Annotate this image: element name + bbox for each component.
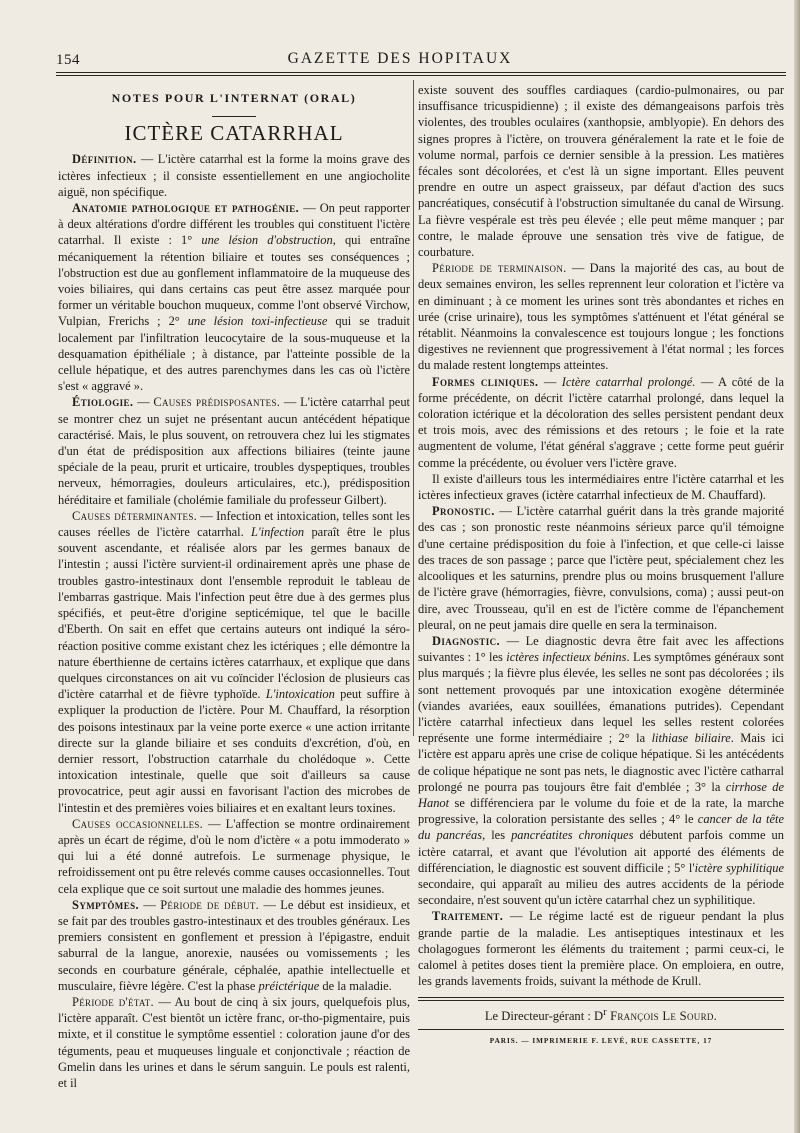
title-separator: [212, 116, 256, 117]
paragraph-pronostic: Pronostic. — L'ictère catarrhal guérit dans la très grande majorité des cas ; son pronostic reste néanmoins sérieux parce qu'il témoigne d'une certaine prédisposition du foie à l'infection, et que celle-ci laisse des traces de son passage ; parce que l'ictère peut, spécialement chez les alcooliques et les saturnins, prendre plus ou moins brusquement l'allure de l'ictère grave (hémorragies, fièvre, convulsions, coma) ; aussi peut-on dire, avec Trousseau, qu'il en est de l'ictère comme de l'épanchement pleural, on ne peut jamais dire quelle en sera la terminaison.: [418, 504, 784, 632]
journal-title: GAZETTE DES HOPITAUX: [287, 50, 513, 67]
label-etiologie: Étiologie.: [72, 395, 134, 410]
paragraph-continuation: existe souvent des souffles cardiaques (cardio-pulmonaires, ou par insuffisance tricuspidienne) ; il existe des démangeaisons parfois très violentes, des troubles oculaires (xanthopsie, amblyopie). En dehors des signes propres à l'ictère, on trouvera généralement la rate et le foie de volume normal, parfois ce dernier sensible à la pression. Les matières fécales sont décolorées, et c'est là un signe important. Elles peuvent prendre en outre un aspect graisseux, par défaut d'action des sucs pancréatiques, consécutif à l'obstruction simultanée du canal de Wirsung. La fièvre vespérale est très peu élevée ; elle peut même manquer ; par contre, le malade éprouve une sensation très vive de fatigue, de courbature.: [418, 83, 784, 260]
column-divider: [413, 80, 414, 736]
paragraph-symptomes: Symptômes. — Période de début. — Le début est insidieux, et se fait par des troubles gastro-intestinaux et des troubles généraux. Les premiers consistent en gonflement et pression à l'épigastre, enduit saburral de la langue, anorexie, nausées ou vomissements ; les seconds en courbature générale, céphalée, apathie intellectuelle et musculaire, fièvre légère. C'est la phase préictérique de la maladie.: [58, 897, 410, 993]
label-anatomie: Anatomie pathologique et pathogénie.: [72, 201, 300, 216]
label-pronostic: Pronostic.: [432, 504, 495, 519]
left-column: [58, 82, 410, 1091]
footer-block: [418, 997, 784, 1049]
paragraph-formes-cliniques: Formes cliniques. — Ictère catarrhal prolongé. — A côté de la forme précédente, on décrit l'ictère catarrhal prolongé, dans lequel la coloration ictérique et la décoloration des selles persistent pendant deux et trois mois, avec des rémissions et des retours ; le foie et la rate augmentent de volume, l'état général s'aggrave ; cette forme peut guérir comme la précédente, ou évoluer vers l'ictère grave.: [418, 374, 785, 470]
label-diagnostic: Diagnostic.: [432, 633, 501, 648]
paragraph-periode-etat: Période d'état. — Au bout de cinq à six jours, quelquefois plus, l'ictère apparaît. C'est bientôt un ictère franc, or-tho-pigmentaire, puis mixte, et il constitue le symptôme essentiel : coloration jaune d'or des téguments, peau et muqueuses linguale et conjonctivale ; réaction de Gmelin dans les urines et dans le sérum sanguin. Le pouls est ralenti, et il: [58, 994, 410, 1090]
section-heading: NOTES POUR L'INTERNAT (ORAL): [111, 91, 357, 105]
article-title: ICTÈRE CATARRHAL: [124, 121, 344, 146]
label-formes-cliniques: Formes cliniques.: [432, 374, 539, 389]
paragraph-definition: Définition. — L'ictère catarrhal est la forme la moins grave des ictères infectieux ; il consiste essentiellement en une angiocholite aiguë, non spécifique.: [58, 152, 410, 199]
printer-imprint: PARIS. — IMPRIMERIE F. LEVÉ, RUE CASSETTE, 17: [489, 1036, 713, 1045]
paragraph-intermediaires: Il existe d'ailleurs tous les intermédiaires entre l'ictère catarrhal et les ictères infectieux graves (ictère catarrhal infectieux de M. Chauffard).: [418, 471, 784, 503]
label-definition: Définition.: [72, 152, 137, 167]
page-edge-shadow: [794, 0, 800, 1133]
paragraph-terminaison: Période de terminaison. — Dans la majorité des cas, au bout de deux semaines environ, les selles reprennent leur coloration et l'ictère va en diminuant ; à ce moment les urines sont très abondantes et riches en urée (crise urinaire), tous les symptômes s'atténuent et l'état général se rétablit. Néanmoins la convalescence est toujours longue ; les fonctions digestives ne reviennent que progressivement à l'état normal ; les forces du malade restent longtemps atteintes.: [418, 261, 785, 373]
header-rule: [56, 72, 786, 76]
paragraph-etiologie: Étiologie. — Causes prédisposantes. — L'ictère catarrhal peut se montrer chez un sujet ne présentant aucun antécédent hépatique caractérisé. Mais, le plus souvent, on retrouvera chez lui les stigmates d'un état de prédisposition aux affections biliaires (teinte jaune spéciale de la peau, prurit et urticaire, troubles dyspeptiques, troubles nerveux, hémorragies, douleurs articulaires, etc.), prédisposition héréditaire et familiale (cholémie familiale du professeur Gilbert).: [58, 395, 410, 507]
paragraph-diagnostic: Diagnostic. — Le diagnostic devra être fait avec les affections suivantes : 1° les ictères infectieux bénins. Les symptômes généraux sont plus marqués ; la fièvre plus élevée, les selles ne sont pas décolorées ; ils sont nettement provoqués par une intoxication exogène déterminée (viandes avariées, eaux souillées, émanations putrides). Cependant l'ictère catarrhal infectieux dans lequel les selles restent colorées représente une forme intermédiaire ; 2° la lithiase biliaire. Mais ici l'ictère est apparu après une crise de colique hépatique. Si les antécédents de colique hépatique ne sont pas nets, le diagnostic avec l'ictère catharral prolongé ne pourra pas toujours être fait d'emblée ; 3° la cirrhose de Hanot se différenciera par le volume du foie et de la rate, la marche progressive, la coloration persistante des selles ; 4° le cancer de la tête du pancréas, les pancréatites chroniques débutent parfois comme un ictère catarral, et avant que l'évolution ait apporté des éléments de différenciation, le diagnostic est souvent difficile ; 5° l'ictère syphilitique secondaire, qui apparaît au milieu des autres accidents de la période secondaire, n'est souvent qu'un ictère catarrhal chez un syphilitique.: [418, 633, 785, 908]
director-line: Le Directeur-gérant : $D^r$ François Le Sourd.: [484, 1007, 718, 1024]
label-traitement: Traitement.: [432, 909, 504, 924]
footer-double-rule: [418, 997, 784, 1001]
right-column: [418, 82, 784, 1049]
paragraph-causes-determinantes: Causes déterminantes. — Infection et intoxication, telles sont les causes réelles de l'ictère catarrhal. L'infection paraît être le plus souvent ascendante, et réalisée alors par les germes banaux de l'intestin ; aussi l'ictère survient-il ordinairement après une phase de troubles gastro-intestinaux dont l'ensemble reproduit le tableau de l'embarras gastrique. Mais l'infection peut être due à des germes plus spécifiés, et peut-être d'origine septicémique, tel que le bacille d'Eberth. On sait en effet que certains auteurs ont indiqué la séro-réaction positive comme existant chez les ictériques ; elle démontre la nature éberthienne de certains ictères catarrhaux, et explique que dans quelques circonstances on ait vu coïncider l'éclosion de plusieurs cas d'ictère catarrhal et de fièvre typhoïde. L'intoxication peut suffire à expliquer la production de l'ictère. Pour M. Chauffard, la résorption des poisons intestinaux par la veine porte exerce « une action irritante directe sur la glande biliaire et ses conduits d'excrétion, d'où, en dernier ressort, l'obstruction catarrhale du cholédoque ». Cette intoxication intestinale, quelle que soit d'ailleurs sa cause provocatrice, peut agir aussi en favorisant l'action des microbes de l'intestin et des premières voies biliaires et en exaltant leurs toxines.: [58, 508, 410, 815]
paragraph-causes-occasionnelles: Causes occasionnelles. — L'affection se montre ordinairement après un écart de régime, d'où le nom d'ictère « a potu immoderato » qui lui a été donné autrefois. Le surmenage physique, le refroidissement ont pu être relevés comme causes occasionnelles. Tout cela explique que ce soit surtout une maladie des hommes jeunes.: [58, 816, 410, 896]
paragraph-traitement: Traitement. — Le régime lacté est de rigueur pendant la plus grande partie de la maladie. Les antiseptiques intestinaux et les cholagogues formeront les éléments du traitement ; parmi ceux-ci, le calomel à petites doses tient la première place. On emploiera, en outre, les grands lavements froids, suivant la méthode de Krull.: [418, 909, 784, 989]
footer-rule: [418, 1029, 784, 1030]
label-symptomes: Symptômes.: [72, 897, 140, 912]
paragraph-anatomie: Anatomie pathologique et pathogénie. — On peut rapporter à deux altérations d'ordre différent les troubles qui constituent l'ictère catarrhal. Il existe : 1° une lésion d'obstruction, qui entraîne mécaniquement la rétention biliaire et toutes ses conséquences ; l'obstruction est due au gonflement inflammatoire de la muqueuse des voies biliaires, qui dans certains cas peut être assez marquée pour former un véritable bouchon muqueux, comme l'ont observé Virchow, Vulpian, Frerichs ; 2° une lésion toxi-infectieuse qui se traduit localement par l'infiltration leucocytaire de la sous-muqueuse et la desquamation épithéliale ; à distance, par l'atteinte possible de la cellule hépatique, et des autres parenchymes dans les cas où l'ictère s'est « aggravé ».: [58, 201, 410, 394]
page-number: 154: [56, 52, 80, 68]
